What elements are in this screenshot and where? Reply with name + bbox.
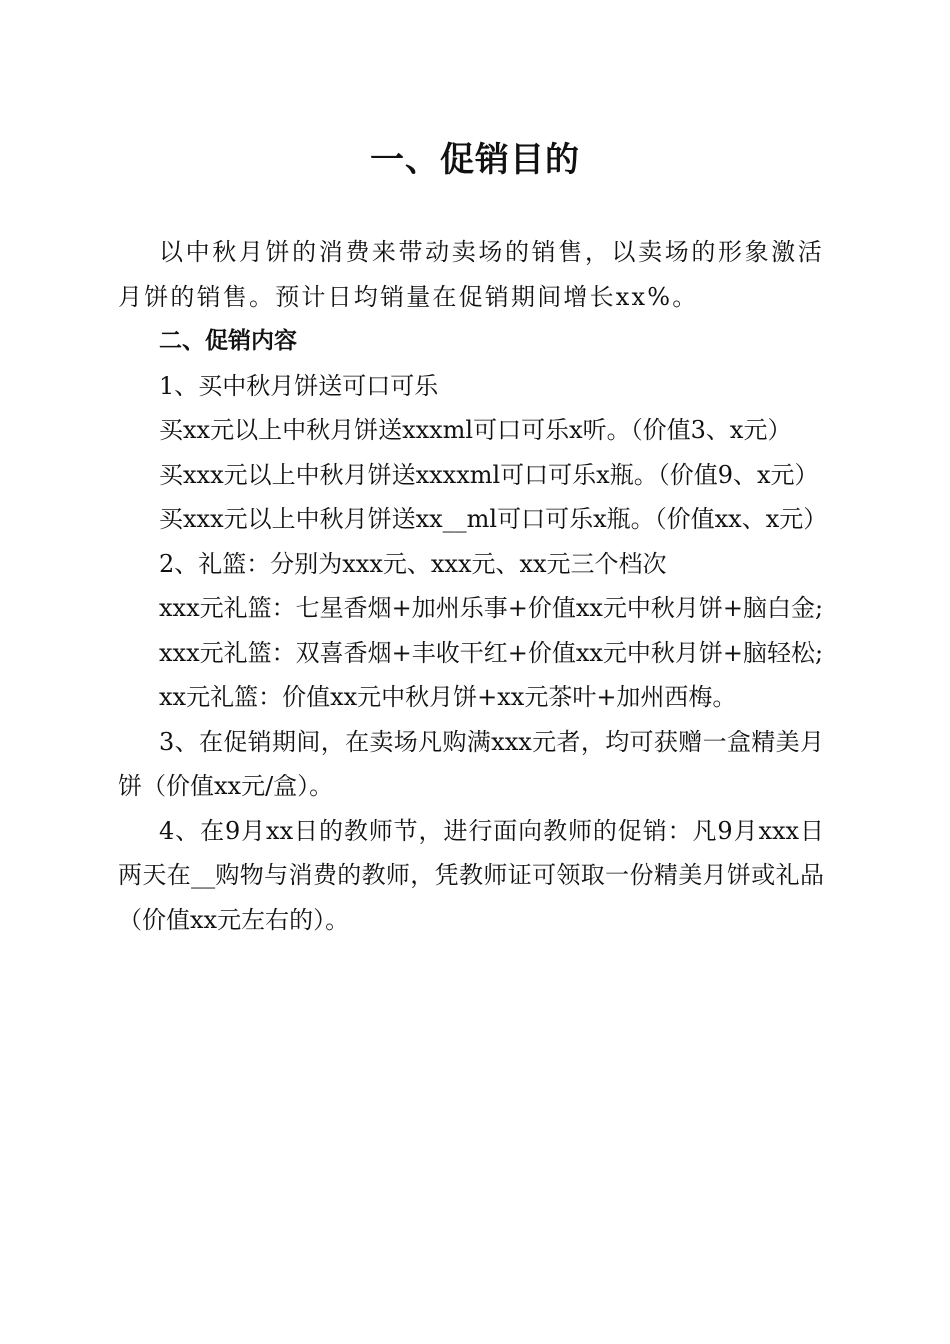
paragraph-item-2-title: 2、礼篮：分别为xxx元、xxx元、xx元三个档次 — [159, 549, 667, 578]
paragraph-item-1-offer-a: 买xx元以上中秋月饼送xxxml可口可乐x听。（价值3、x元） — [159, 416, 792, 444]
document-title: 一、促销目的 — [370, 140, 580, 180]
paragraph-item-3: 3、在促销期间，在卖场凡购满xxx元者，均可获赠一盒精美月饼（价值xx元/盒）。 — [118, 727, 824, 800]
paragraph-item-1-offer-b: 买xxx元以上中秋月饼送xxxxml可口可乐x瓶。（价值9、x元） — [159, 460, 819, 489]
paragraph-item-4: 4、在9月xx日的教师节，进行面向教师的促销：凡9月xxx日两天在__购物与消费的教师，凭教师证可领取一份精美月饼或礼品（价值xx元左右的）。 — [118, 816, 824, 934]
paragraph-gift-basket-b: xxx元礼篮：双喜香烟+丰收干红+价值xx元中秋月饼+脑轻松; — [159, 638, 824, 667]
paragraph-purpose: 以中秋月饼的消费来带动卖场的销售，以卖场的形象激活月饼的销售。预计日均销量在促销期间增长xx%。 — [118, 238, 824, 311]
paragraph-item-1-offer-c: 买xxx元以上中秋月饼送xx__ml可口可乐x瓶。（价值xx、x元） — [159, 505, 828, 533]
paragraph-item-1-title: 1、买中秋月饼送可口可乐 — [159, 371, 439, 400]
paragraph-gift-basket-c: xx元礼篮：价值xx元中秋月饼+xx元茶叶+加州西梅。 — [159, 683, 737, 711]
document-body — [118, 230, 828, 942]
paragraph-gift-basket-a: xxx元礼篮：七星香烟+加州乐事+价值xx元中秋月饼+脑白金; — [159, 594, 824, 622]
section-heading-promotion-content: 二、促销内容 — [159, 328, 297, 354]
